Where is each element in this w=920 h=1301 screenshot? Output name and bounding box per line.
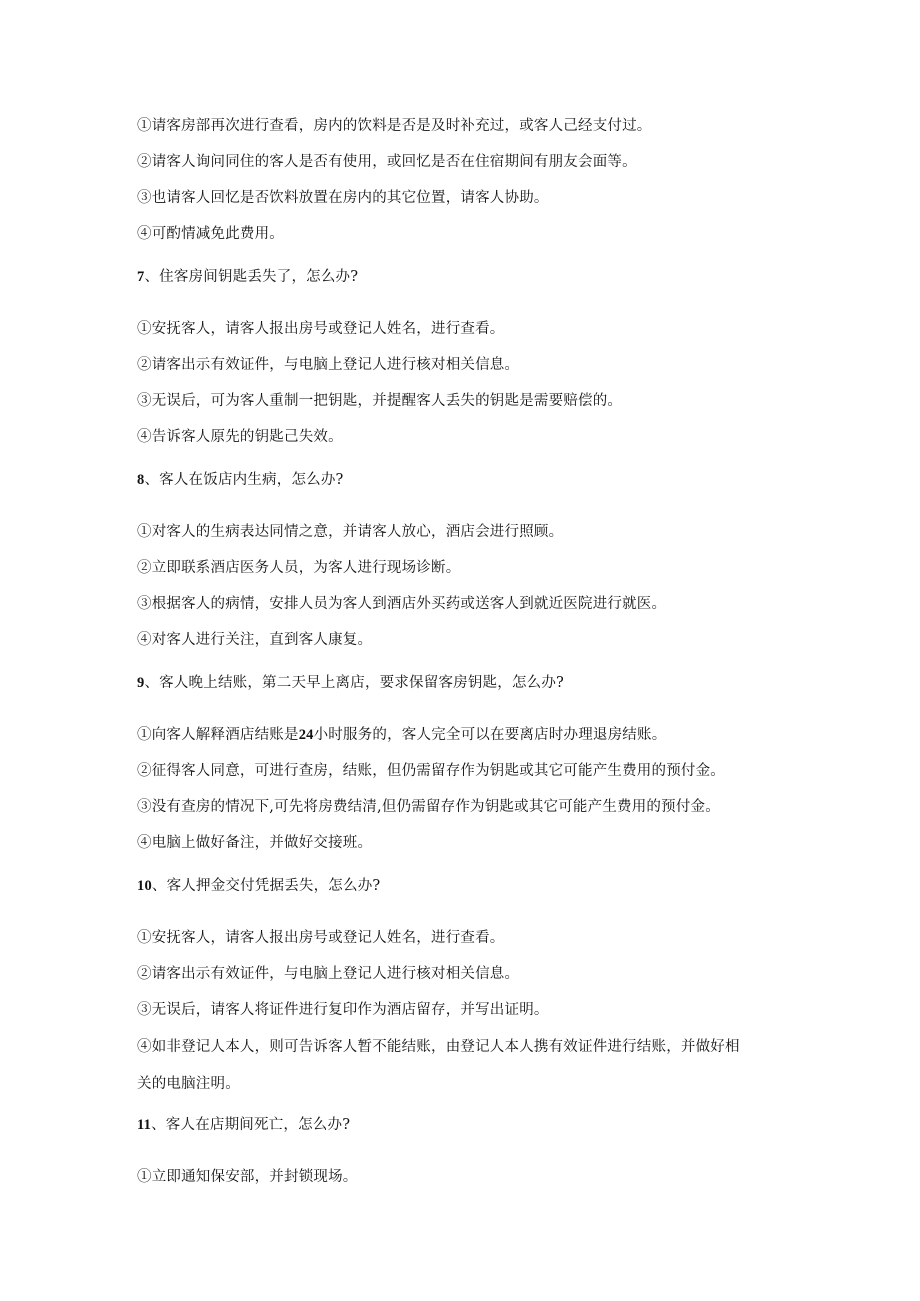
paragraph-line: ①立即通知保安部，并封锁现场。 — [137, 1169, 358, 1185]
paragraph-line: ①安抚客人，请客人报出房号或登记人姓名，进行查看。 — [137, 321, 505, 337]
paragraph-line: ④电脑上做好备注，并做好交接班。 — [137, 835, 373, 851]
paragraph-line: ③无误后，可为客人重制一把钥匙，并提醒客人丢失的钥匙是需要赔偿的。 — [137, 393, 623, 409]
question-number: 7 — [137, 269, 145, 285]
paragraph-line: ②请客出示有效证件，与电脑上登记人进行核对相关信息。 — [137, 357, 520, 373]
line-segment: 小时服务的，客人完全可以在要离店时办理退房结账。 — [313, 727, 667, 743]
paragraph-line: ①对客人的生病表达同情之意，并请客人放心，酒店会进行照顾。 — [137, 524, 564, 540]
paragraph-line: ④如非登记人本人，则可告诉客人暂不能结账，由登记人本人携有效证件进行结账，并做好相 — [137, 1039, 740, 1055]
paragraph-line: ③没有查房的情况下,可先将房费结清,但仍需留存作为钥匙或其它可能产生费用的预付金。 — [137, 799, 720, 815]
paragraph-line: ④对客人进行关注，直到客人康复。 — [137, 632, 373, 648]
question-text: 、客人晚上结账，第二天早上离店，要求保留客房钥匙，怎么办? — [144, 675, 565, 691]
question-text: 、住客房间钥匙丢失了，怎么办? — [144, 269, 359, 285]
inline-number: 24 — [298, 727, 314, 743]
paragraph-line: ②征得客人同意，可进行查房，结账，但仍需留存作为钥匙或其它可能产生费用的预付金。 — [137, 763, 725, 779]
question-text: 、客人押金交付凭据丢失，怎么办? — [151, 878, 381, 894]
question-heading-8 — [137, 471, 344, 489]
paragraph-line: ④可酌情减免此费用。 — [137, 226, 284, 242]
question-number: 8 — [137, 472, 145, 488]
question-text: 、客人在店期间死亡，怎么办? — [151, 1117, 351, 1133]
paragraph-line: 关的电脑注明。 — [137, 1076, 240, 1092]
paragraph-line: ④告诉客人原先的钥匙己失效。 — [137, 429, 343, 445]
paragraph-line: ③无误后，请客人将证件进行复印作为酒店留存，并写出证明。 — [137, 1002, 549, 1018]
question-heading-9 — [137, 674, 564, 692]
question-text: 、客人在饭店内生病，怎么办? — [144, 472, 344, 488]
paragraph-line: ②请客出示有效证件，与电脑上登记人进行核对相关信息。 — [137, 966, 520, 982]
paragraph-line: ①安抚客人，请客人报出房号或登记人姓名，进行查看。 — [137, 930, 505, 946]
line-segment: ①向客人解释酒店结账是 — [137, 727, 299, 743]
paragraph-line: ②立即联系酒店医务人员，为客人进行现场诊断。 — [137, 560, 461, 576]
question-heading-7 — [137, 268, 358, 286]
question-heading-10 — [137, 877, 380, 895]
paragraph-line: ②请客人询问同住的客人是否有使用，或回忆是否在住宿期间有朋友会面等。 — [137, 154, 637, 170]
paragraph-line: ③根据客人的病情，安排人员为客人到酒店外买药或送客人到就近医院进行就医。 — [137, 596, 667, 612]
paragraph-line — [137, 726, 666, 744]
question-number: 10 — [137, 878, 152, 894]
paragraph-line: ③也请客人回忆是否饮料放置在房内的其它位置，请客人协助。 — [137, 190, 549, 206]
paragraph-line: ①请客房部再次进行查看，房内的饮料是否是及时补充过，或客人己经支付过。 — [137, 118, 652, 134]
question-number: 9 — [137, 675, 145, 691]
question-number: 11 — [137, 1117, 152, 1133]
question-heading-11 — [137, 1116, 350, 1134]
